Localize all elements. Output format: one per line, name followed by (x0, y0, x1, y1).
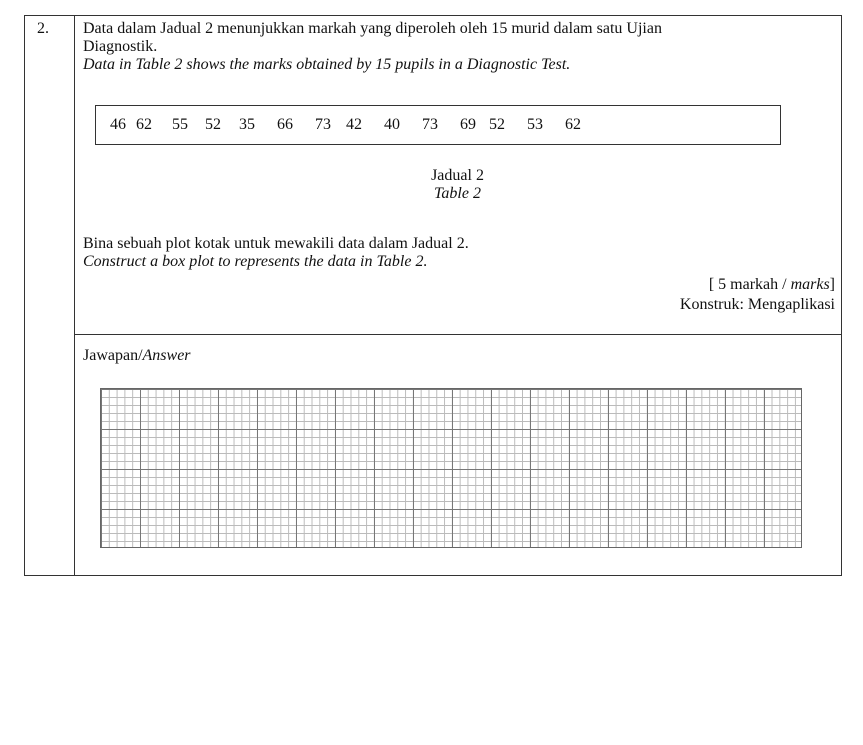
data-value: 55 (172, 116, 188, 133)
graph-paper-answer-area[interactable] (100, 388, 802, 548)
task-english: Construct a box plot to represents the data in Table 2. (83, 253, 428, 270)
table-caption-english: Table 2 (434, 185, 481, 202)
data-value: 52 (205, 116, 221, 133)
answer-english: Answer (142, 347, 191, 364)
data-value: 62 (565, 116, 581, 133)
marks-prefix: [ 5 markah / (708, 276, 791, 293)
intro-english: Data in Table 2 shows the marks obtained by 15 pupils in a Diagnostic Test. (83, 56, 571, 73)
construct-label: Konstruk: Mengaplikasi (679, 296, 835, 313)
marks-label (709, 276, 835, 294)
data-value: 62 (136, 116, 152, 133)
data-value: 53 (527, 116, 543, 133)
marks-suffix: ] (829, 276, 835, 293)
question-table (24, 15, 842, 576)
table-caption-malay: Jadual 2 (431, 167, 484, 184)
data-value: 73 (422, 116, 438, 133)
data-value: 69 (460, 116, 476, 133)
data-value: 42 (346, 116, 362, 133)
data-value: 46 (110, 116, 126, 133)
marks-english: marks (790, 276, 830, 293)
answer-malay: Jawapan/ (83, 347, 143, 364)
data-value: 66 (277, 116, 293, 133)
answer-label (83, 347, 191, 365)
row-divider (74, 334, 841, 335)
task-malay: Bina sebuah plot kotak untuk mewakili data dalam Jadual 2. (83, 235, 469, 252)
data-value: 52 (489, 116, 505, 133)
data-table (95, 105, 781, 145)
column-divider (74, 16, 75, 575)
data-value: 35 (239, 116, 255, 133)
intro-malay-cont: Diagnostik. (83, 38, 158, 55)
question-number: 2. (37, 20, 49, 37)
data-value: 73 (315, 116, 331, 133)
intro-malay: Data dalam Jadual 2 menunjukkan markah yang diperoleh oleh 15 murid dalam satu Ujian (83, 20, 662, 37)
data-value: 40 (384, 116, 400, 133)
